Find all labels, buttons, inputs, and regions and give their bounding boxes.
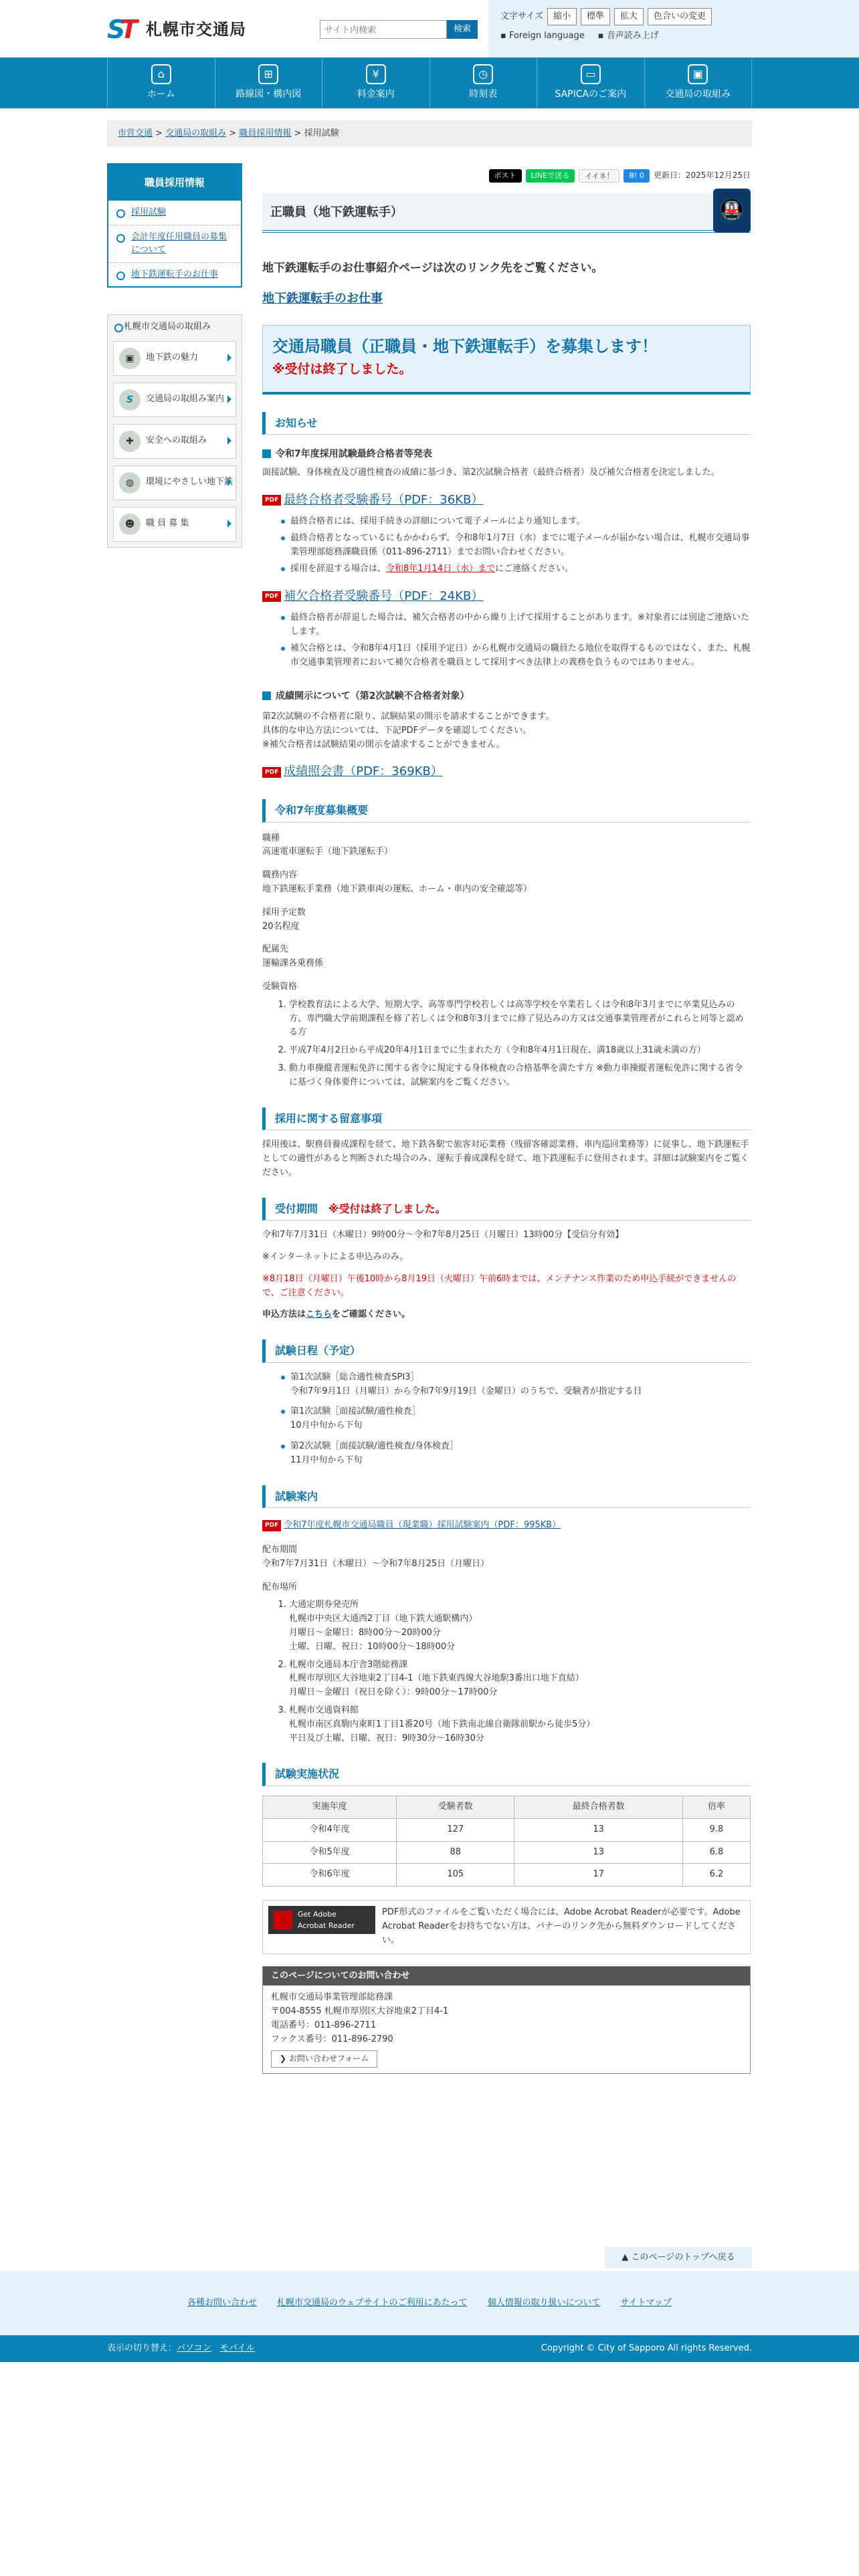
table-cell: 127 [397,1818,514,1841]
place-hours: 土曜、日曜、祝日：10時00分〜18時00分 [289,1641,456,1652]
table-row [263,1818,751,1841]
fare-icon: ¥ [366,64,386,84]
sidebar-item-label[interactable]: 会計年度任用職員の募集について [131,231,227,255]
contact-line: ファクス番号：011-896-2790 [271,2034,393,2044]
pdf-link-row [262,762,751,782]
place-name: 2. 札幌市交通局本庁舎3階総務課 [289,1659,408,1670]
sidebar-recruit-menu [107,163,242,288]
sidebar-item-driver[interactable] [108,263,241,287]
paragraph [262,1308,751,1322]
acrobat-banner-text: Get Adobe [298,1909,337,1919]
contact-heading: このページについてのお問い合わせ [263,1967,750,1986]
closed-notice: ※受付は終了しました。 [328,1202,446,1215]
acrobat-banner-text: Acrobat Reader [298,1921,355,1931]
sidebar-card[interactable] [113,507,236,542]
gnav-item-fare[interactable] [322,58,430,108]
table-cell: 6.2 [682,1864,750,1887]
table-cell: 17 [514,1864,682,1887]
contact-body [263,1985,750,2072]
train-icon: ▣ [688,64,708,84]
staff-icon: ☻ [119,514,140,535]
paragraph: ※補欠合格者は試験結果の開示を請求することができません。 [262,739,505,750]
results-table [262,1796,751,1887]
sidebar-card[interactable] [113,465,236,500]
sidebar-item-kaikei[interactable] [108,225,241,263]
gnav-item-sapica[interactable] [537,58,645,108]
distribution-list [262,1598,751,1745]
sidebar-card[interactable] [113,341,236,376]
back-to-top-label: このページのトップへ戻る [631,2252,735,2262]
logo-mark-icon [107,15,140,44]
home-icon: ⌂ [151,64,171,84]
text: 申込方法は [262,1309,306,1320]
paragraph: 面接試験、身体検査及び適性検査の成績に基づき、第2次試験合格者（最終合格者）及び補欠合格者を決定しました。 [262,467,720,477]
gnav-label: 交通局の取組み [665,89,731,100]
breadcrumb-link[interactable]: 市営交通 [118,128,153,138]
display-switch-label: 表示の切り替え： [107,2343,177,2353]
copyright: Copyright © City of Sapporo All rights Reserved. [541,2343,752,2353]
deadline-text: 令和8年1月14日（水）まで [386,563,496,574]
list-item: 2. 平成7年4月2日から平成20年4月1日までに生まれた方（令和8年4月1日現在、満18歳以上31歳未満の方） [289,1044,751,1058]
table-cell: 105 [397,1864,514,1887]
voice-reading-link[interactable]: ▪ 音声読み上げ [597,31,659,41]
field-label: 配布場所 [262,1582,298,1592]
paragraph: 採用後は、駅務員養成課程を経て、地下鉄各駅で旅客対応業務（残留客確認業務、車内巡回業務等）に従事し、地下鉄運転手としての適性があると判断された場合のみ、運転手養成課程を経て、地下鉄運転手に登用されます。詳細は試験案内をご覧ください。 [262,1140,749,1178]
field-value: 運輸課各乗務係 [262,958,324,969]
driver-job-link[interactable]: 地下鉄運転手のお仕事 [262,292,383,306]
recruit-banner [262,325,751,395]
field-label: 職種 [262,833,280,843]
hatena-button[interactable]: B! 0 [624,169,649,183]
schedule-date: 11月中旬から下旬 [290,1455,363,1465]
arrow-right-icon [227,520,231,528]
field-label: 配布期間 [262,1544,298,1555]
gnav-label: SAPICAのご案内 [555,89,627,100]
place-hours: 月曜日〜金曜日（祝日を除く）：9時00分〜17時00分 [289,1687,498,1698]
table-header: 実施年度 [263,1796,397,1818]
schedule-title: 第1次試験［総合適性検査SPI3］ [290,1372,419,1382]
pdf-link[interactable]: 令和7年度札幌市交通局職員（現業職）採用試験案内（PDF：995KB） [284,1520,561,1531]
table-header: 倍率 [682,1796,750,1818]
apply-method-link[interactable]: こちら [306,1309,332,1320]
paragraph: 第2次試験の不合格者に限り、試験結果の開示を請求することができます。 [262,711,555,722]
table-header: 最終合格者数 [514,1796,682,1818]
lead-text: 地下鉄運転手のお仕事紹介ページは次のリンク先をご覧ください。 [262,261,603,275]
sidebar-card[interactable] [113,383,236,417]
acrobat-notice [262,1900,751,1953]
pdf-icon: PDF [262,1520,281,1531]
sidebar-card-label: 職 員 募 集 [146,518,189,529]
iine-button[interactable]: イイネ！ [579,169,619,183]
pdf-link-row [262,491,751,510]
schedule-date: 令和7年9月1日（月曜日）から令和7年9月19日（金曜日）のうちで、受験者が指定する日 [290,1386,642,1396]
section-heading [262,1198,751,1221]
list-item: 補欠合格とは、令和8年4月1日（採用予定日）から札幌市交通局の職員たる地位を取得するものではなく、また、札幌市交通事業管理者において補欠合格者を職員として採用すべき法律上の義務を負うものではありません。 [290,642,751,670]
contact-line: 電話番号：011-896-2711 [271,2020,377,2030]
font-size-normal-button[interactable]: 標準 [581,8,610,25]
paragraph: 令和7年7月31日（木曜日）9時00分〜令和7年8月25日（月曜日）13時00分【受信分有効】 [262,1230,624,1241]
subsection-heading: 成績開示について（第2次試験不合格者対象） [262,689,751,704]
contact-line: 〒004-8555 札幌市厚別区大谷地東2丁目4-1 [271,2006,449,2017]
search-input[interactable] [320,20,447,39]
foreign-language-link[interactable]: ▪ Foreign language [500,31,585,41]
arrow-right-icon [227,395,231,403]
list-item: 1. 学校教育法による大学、短期大学、高等専門学校若しくは高等学校を卒業若しくは令和8年3月までに卒業見込みの方、専門職大学前期課程を修了若しくは令和8年3月までに修了見込みの方又は交通事業管理者がこれらと同等と認める方 [289,998,751,1040]
page-title: 正職員（地下鉄運転手） [270,205,403,219]
list-item: 最終合格者には、採用手続きの詳細について電子メールにより通知します。 [290,515,751,529]
font-size-small-button[interactable]: 縮小 [547,8,577,25]
notice-list [262,611,751,669]
list-item [290,1405,751,1433]
notice-list [262,515,751,576]
footer [0,2271,859,2335]
sidebar-efforts [107,314,242,548]
line-share-button[interactable]: LINEで送る [526,169,575,183]
pdf-icon: PDF [262,767,281,778]
foreign-language-label: Foreign language [508,31,585,41]
contact-form-label: お問い合わせフォーム [288,2054,369,2064]
section-heading-text: 受付期間 [275,1202,318,1215]
utility-links [500,29,659,43]
section-heading: 試験日程（予定） [262,1339,751,1363]
back-to-top-button[interactable] [605,2247,752,2268]
map-icon: ⊞ [258,64,278,84]
subway-icon: ▣ [119,348,140,369]
clock-icon: ◷ [473,64,493,84]
table-row [263,1864,751,1887]
field-label: 配属先 [262,944,289,955]
mobile-view-link[interactable]: モバイル [219,2343,255,2353]
schedule-title: 第1次試験［面接試験/適性検査］ [290,1406,421,1417]
list-item: 最終合格者となっているにもかかわらず、令和8年1月7日（水）までに電子メールが届かない場合は、札幌市交通局事業管理部総務課職員係（011-896-2711）までお問い合わせください。 [290,532,751,560]
display-switch [107,2335,255,2362]
main-content [262,167,751,2074]
paragraph: ※インターネットによる申込みのみ。 [262,1252,409,1263]
sidebar-card-label: 地下鉄の魅力 [146,352,199,363]
pdf-link-row [262,1519,751,1533]
global-nav [0,58,859,108]
x-post-button[interactable]: ポスト [489,169,522,183]
table-cell: 令和4年度 [263,1818,397,1841]
place-address: 札幌市南区真駒内東町1丁目1番20号（地下鉄南北線自衛隊前駅から徒歩5分） [289,1719,595,1729]
list-text: にご連絡ください。 [495,563,574,574]
table-row [263,1841,751,1864]
table-cell: 88 [397,1841,514,1864]
list-item [290,562,751,576]
site-header [0,0,859,58]
field-value: 高速電車運転手（地下鉄運転手） [262,847,393,857]
list-item [290,1371,751,1399]
schedule-title: 第2次試験［面接試験/適性検査/身体検査］ [290,1440,459,1451]
chevron-right-icon: ❯ [280,2054,289,2064]
list-item: 最終合格者が辞退した場合は、補欠合格者の中から繰り上げて採用することがあります。※対象者には別途ご連絡いたします。 [290,611,751,639]
table-header: 受験者数 [397,1796,514,1818]
place-address: 札幌市中央区大通西2丁目（地下鉄大通駅構内） [289,1614,478,1624]
field-value: 20名程度 [262,921,300,932]
safety-icon: ✚ [119,431,140,452]
updated-date: 更新日：2025年12月25日 [653,171,751,181]
field-value: 令和7年7月31日（木曜日）〜令和7年8月25日（月曜日） [262,1558,490,1569]
sidebar-card[interactable] [113,424,236,459]
table-cell: 令和6年度 [263,1864,397,1887]
section-heading: お知らせ [262,412,751,435]
footer-link[interactable]: 各種お問い合わせ [187,2298,258,2308]
table-cell: 13 [514,1841,682,1864]
voice-reading-label: 音声読み上げ [606,31,659,41]
field-label: 採用予定数 [262,907,306,918]
sidebar-card-label: 交通局の取組み案内 [146,394,225,405]
logo-icon: S [119,389,140,411]
color-change-button[interactable]: 色合いの変更 [648,8,712,25]
footer-link[interactable]: 札幌市交通局のウェブサイトのご利用にあたって [277,2298,468,2308]
text: をご確認ください。 [332,1309,411,1320]
table-header-row [263,1796,751,1818]
search-button[interactable]: 検索 [447,20,478,39]
arrow-right-icon [227,354,231,362]
sidebar-item-label[interactable]: 地下鉄運転手のお仕事 [131,269,219,280]
list-item [289,1704,751,1745]
pdf-link[interactable]: 成績照会書（PDF：369KB） [284,764,443,779]
pdf-icon: PDF [262,591,281,602]
banner-closed-notice: ※受付は終了しました。 [272,362,412,377]
subway-train-icon: 🚇 [713,189,751,233]
breadcrumb: 市営交通 > 交通局の取組み > 職員採用情報 > 採用試験 [107,120,752,147]
field-label: 受験資格 [262,982,298,992]
sidebar-card-label: 安全への取組み [146,435,207,446]
acrobat-text: PDF形式のファイルをご覧いただく場合には、Adobe Acrobat Readerが必要です。Adobe Acrobat Readerをお持ちでない方は、バナーのリンク先から無料ダウンロードしてください。 [382,1907,741,1945]
breadcrumb-link[interactable]: 交通局の取組み [165,128,227,138]
qualification-list [262,998,751,1090]
acrobat-icon [274,1911,292,1929]
table-cell: 6.8 [682,1841,750,1864]
logo-letter-t: T [120,15,138,44]
gnav-item-home[interactable] [108,58,215,108]
utility-bar [488,0,859,58]
list-text: 採用を辞退する場合は、 [290,563,387,574]
section-heading: 令和7年度募集概要 [262,799,751,823]
breadcrumb-current: 採用試験 [304,128,339,138]
site-logo[interactable] [107,15,246,44]
gnav-label: 路線図・構内図 [235,89,302,100]
gnav-item-efforts[interactable] [645,58,753,108]
gnav-item-map[interactable] [215,58,323,108]
sidebar-card-label: 環境にやさしい地下鉄 [146,477,233,488]
field-label: 職務内容 [262,870,298,881]
sidebar-title: 職員採用情報 [108,165,241,201]
breadcrumb-link[interactable]: 職員採用情報 [239,128,292,138]
place-name: 1. 大通定期券発売所 [289,1600,359,1610]
footer-link[interactable]: 個人情報の取り扱いについて [487,2298,601,2308]
schedule-date: 10月中旬から下旬 [290,1420,363,1431]
field-value: 地下鉄運転手業務（地下鉄車両の運転、ホーム・車内の安全確認等） [262,884,533,895]
list-item [289,1658,751,1700]
arrow-right-icon [227,478,231,486]
font-size-controls [500,8,712,25]
banner-title: 交通局職員（正職員・地下鉄運転手）を募集します！ [272,336,658,356]
footer-bottom-bar [0,2335,859,2362]
sidebar-item-label[interactable]: 採用試験 [131,207,167,217]
pdf-link[interactable]: 最終合格者受験番号（PDF：36KB） [284,492,484,507]
place-name: 3. 札幌市交通資料館 [289,1705,359,1715]
font-size-large-button[interactable]: 拡大 [614,8,644,25]
logo-letter-s: S [107,15,126,44]
list-item: 3. 動力車操縦者運転免許に関する省令に規定する身体検査の合格基準を満たす方 ※動力車操縦者運転免許に関する省令に基づく身体要件については、試験案内をご覧ください。 [289,1062,751,1090]
contact-line: 札幌市交通局事業管理部総務課 [271,1992,393,2003]
page-title-bar [262,193,751,233]
logo-text: 札幌市交通局 [146,19,246,39]
maintenance-notice: ※8月18日（月曜日）午後10時から8月19日（火曜日）午前6時までは、メンテナンス作業のため申込手続ができませんので、ご注意ください。 [262,1273,737,1298]
table-cell: 9.8 [682,1818,750,1841]
table-cell: 令和5年度 [263,1841,397,1864]
table-cell: 13 [514,1818,682,1841]
card-icon: ▭ [581,64,601,84]
pdf-link[interactable]: 補欠合格者受験番号（PDF：24KB） [284,588,484,603]
schedule-list [262,1371,751,1468]
section-heading: 試験案内 [262,1485,751,1509]
section-heading: 採用に関する留意事項 [262,1107,751,1131]
contact-box [262,1966,751,2074]
search-form [320,20,478,39]
arrow-right-icon [227,437,231,445]
place-hours: 平日及び土曜、日曜、祝日：9時30分〜16時30分 [289,1733,484,1743]
footer-link[interactable]: サイトマップ [620,2298,672,2308]
gnav-label: ホーム [147,89,175,100]
sidebar-item-exam[interactable] [108,201,241,225]
paragraph: 具体的な申込方法については、下記PDFデータを確認してください。 [262,725,532,736]
subsection-heading: 令和7年度採用試験最終合格者等発表 [262,447,751,461]
gnav-label: 料金案内 [357,89,395,100]
section-heading: 試験実施状況 [262,1763,751,1786]
gnav-label: 時刻表 [469,89,498,100]
footer-links [0,2296,859,2311]
contact-form-button[interactable] [271,2050,377,2067]
list-item [290,1440,751,1468]
sidebar-section-title: 札幌市交通局の取組み [113,320,236,334]
pdf-icon: PDF [262,495,281,506]
acrobat-reader-banner[interactable] [268,1906,375,1934]
pdf-link-row [262,587,751,607]
arrow-up-icon: ▲ [622,2252,632,2262]
place-address: 札幌市厚別区大谷地東2丁目4-1（地下鉄東西線大谷地駅3番出口地下直結） [289,1673,584,1684]
place-hours: 月曜日〜金曜日：8時00分〜20時00分 [289,1627,441,1638]
pc-view-link[interactable]: パソコン [177,2343,211,2353]
font-size-label: 文字サイズ [500,11,543,21]
gnav-item-timetable[interactable] [430,58,538,108]
share-bar [262,167,751,185]
list-item [289,1598,751,1654]
earth-icon: ◍ [119,472,140,494]
